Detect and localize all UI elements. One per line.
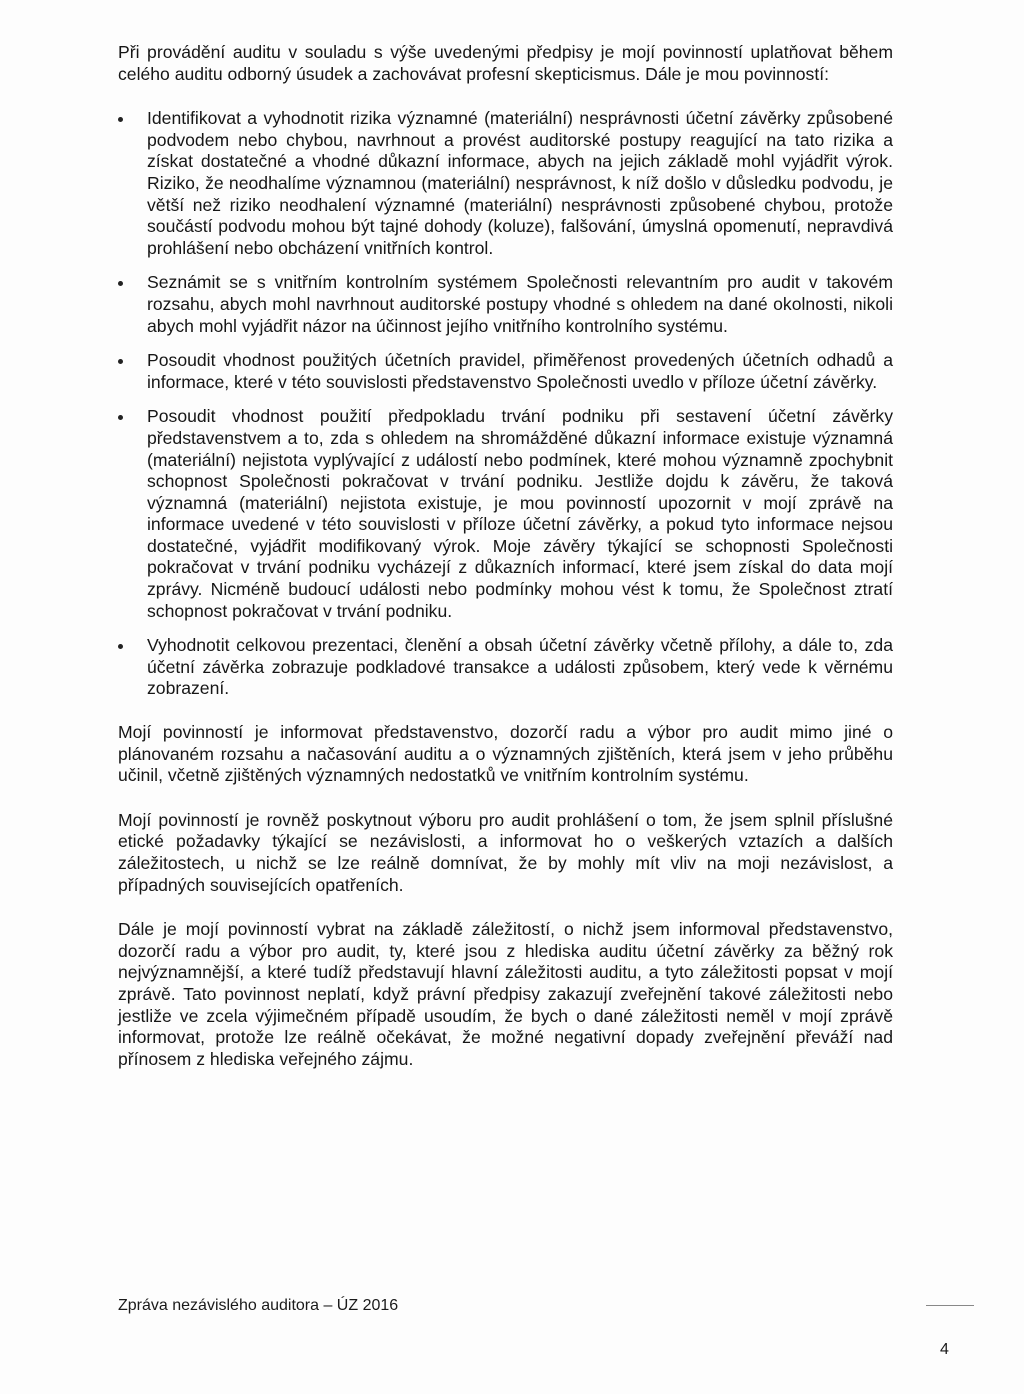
bullet-icon [118,415,123,420]
bullet-icon [118,117,123,122]
footer-divider [926,1305,974,1306]
list-item-text: Identifikovat a vyhodnotit rizika významné (materiální) nesprávnosti účetní závěrky způsobené podvodem nebo chybou, navrhnout a provést auditorské postupy reagující na tato rizika a získat dostatečné a vhodné důkazní informace, abych na jejich základě mohl vyjádřit výrok. Riziko, že neodhalíme významnou (materiální) nesprávnost, k níž došlo v důsledku podvodu, je větší než riziko neodhalení významné (materiální) nesprávnosti způsobené chybou, protože součástí podvodu mohou být tajné dohody (koluze), falšování, úmyslná opomenutí, nepravdivá prohlášení nebo obcházení vnitřních kontrol. [147,108,893,258]
intro-paragraph: Při provádění auditu v souladu s výše uvedenými předpisy je mojí povinností uplatňovat během celého auditu odborný úsudek a zachovávat profesní skepticismus. Dále je mou povinností: [118,42,893,84]
list-item-text: Posoudit vhodnost použitých účetních pravidel, přiměřenost provedených účetních odhadů a informace, které v této souvislosti představenstvo Společnosti uvedlo v příloze účetní závěrky. [147,350,893,392]
list-item-text: Seznámit se s vnitřním kontrolním systémem Společnosti relevantním pro audit v takovém rozsahu, abych mohl navrhnout auditorské postupy vhodné s ohledem na dané okolnosti, nikoli abych mohl vyjádřit názor na účinnost jejího vnitřního kontrolního systému. [147,272,893,336]
paragraph-independence: Mojí povinností je rovněž poskytnout výboru pro audit prohlášení o tom, že jsem splnil příslušné etické požadavky týkající se nezávislosti, a informovat ho o veškerých vztazích a dalších záležitostech, u nichž se lze reálně domnívat, že by mohly mít vliv na moji nezávislost, a případných souvisejících opatřeních. [118,809,893,895]
footer-title: Zpráva nezávislého auditora – ÚZ 2016 [118,1297,399,1314]
list-item-text: Vyhodnotit celkovou prezentaci, členění a obsah účetní závěrky včetně přílohy, a dále to, zda účetní závěrka zobrazuje podkladové transakce a události způsobem, který vede k věrnému zobrazení. [147,635,893,699]
bullet-icon [118,359,123,364]
bullet-icon [118,281,123,286]
list-item-text: Posoudit vhodnost použití předpokladu trvání podniku při sestavení účetní závěrky představenstvem a to, zda s ohledem na shromážděné důkazní informace existuje významná (materiální) nejistota vyplývající z událostí nebo podmínek, které mohou významně zpochybnit schopnost Společnosti pokračovat v trvání podniku. Jestliže dojdu k závěru, že taková významná (materiální) nejistota existuje, je mou povinností upozornit v mojí zprávě na informace uvedené v této souvislosti v příloze účetní závěrky, a pokud tyto informace nejsou dostatečné, vyjádřit modifikovaný výrok. Moje závěry týkající se schopnosti Společnosti pokračovat v trvání podniku vycházejí z důkazních informací, které jsem získal do data mojí zprávy. Nicméně budoucí události nebo podmínky mohou vést k tomu, že Společnost ztratí schopnost pokračovat v trvání podniku. [147,406,893,621]
paragraph-communication: Mojí povinností je informovat představenstvo, dozorčí radu a výbor pro audit mimo jiné o plánovaném rozsahu a načasování auditu a o významných zjištěních, která jsem v jeho průběhu učinil, včetně zjištěných významných nedostatků ve vnitřním kontrolním systému. [118,722,893,786]
list-item [118,406,893,622]
list-item [118,108,893,259]
bullet-icon [118,644,123,649]
list-item [118,635,893,700]
page-number: 4 [940,1341,949,1358]
paragraph-key-audit-matters: Dále je mojí povinností vybrat na základě záležitostí, o nichž jsem informoval představenstvo, dozorčí radu a výbor pro audit, ty, které jsou z hlediska auditu účetní závěrky za běžný rok nejvýznamnější, a které tudíž představují hlavní záležitosti auditu, a tyto záležitosti popsat v mojí zprávě. Tato povinnost neplatí, když právní předpisy zakazují zveřejnění takové záležitosti nebo jestliže ve zcela výjimečném případě usoudím, že bych o dané záležitosti neměl v mojí zprávě informovat, protože lze reálně očekávat, že možné negativní dopady zveřejnění převáží nad přínosem z hlediska veřejného zájmu. [118,919,893,1069]
responsibilities-list [118,108,893,700]
list-item [118,350,893,393]
page-body [118,42,893,1093]
list-item [118,272,893,337]
